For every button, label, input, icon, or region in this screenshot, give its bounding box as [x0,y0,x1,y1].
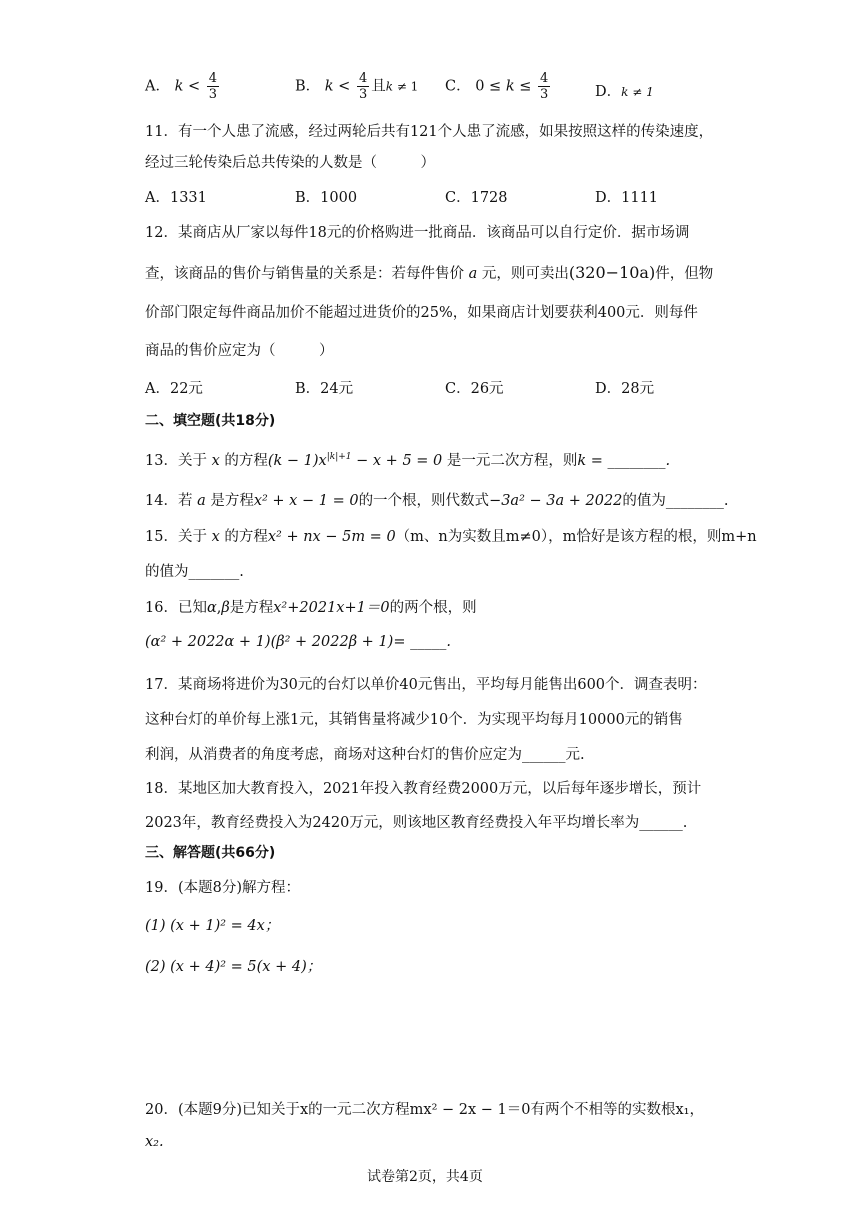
q18-line1: 18．某地区加大教育投入，2021年投入教育经费2000万元，以后每年逐步增长，预计 [145,781,702,797]
section-answer-heading: 三、解答题(共66分) [145,845,276,861]
q12-line2: 查，该商品的售价与销售量的关系是：若每件售价 a 元，则可卖出(320−10a)件，但物 [145,263,714,282]
q10-option-a: A． k < $\frac{4}{3}$ [145,71,218,102]
q12-line3: 价部门限定每件商品加价不能超过进货价的25%，如果商店计划要获利400元．则每件 [145,305,698,321]
q18-line2: 2023年，教育经费投入为2420万元，则该地区教育经费投入年平均增长率为______. [145,815,688,831]
q14: 14．若 a 是方程x² + x − 1 = 0的一个根，则代数式−3a² − 3a + 2022的值为________. [145,493,729,509]
q10-option-c: C． 0 ≤ k ≤ $\frac{4}{3}$ [445,71,549,102]
q11-option-d: D．1111 [595,190,659,206]
q19-part2: (2) (x + 4)² = 5(x + 4)； [145,959,322,975]
page-footer: 试卷第2页，共4页 [367,1169,483,1185]
q15-line2: 的值为_______. [145,564,244,580]
q11-line1: 11．有一个人患了流感，经过两轮后共有121个人患了流感，如果按照这样的传染速度， [145,124,714,140]
q10-option-b: B． k < $\frac{4}{3}$ 且k ≠ 1 [295,71,419,102]
q20-line1: 20．(本题9分)已知关于x的一元二次方程mx² − 2x − 1＝0有两个不相等的实数根x₁， [145,1102,704,1118]
q17-line2: 这种台灯的单价每上涨1元，其销售量将减少10个．为实现平均每月10000元的销售 [145,712,683,728]
q12-line4: 商品的售价应定为（ ） [145,343,334,359]
q20-line2: x₂. [145,1134,164,1150]
q11-option-c: C．1728 [445,190,508,206]
q19-heading: 19．(本题8分)解方程： [145,880,300,896]
q11-option-b: B．1000 [295,190,358,206]
q12-option-a: A．22元 [145,381,203,397]
q12-option-d: D．28元 [595,381,655,397]
q17-line3: 利润，从消费者的角度考虑，商场对这种台灯的售价应定为______元. [145,747,585,763]
q11-option-a: A．1331 [145,190,207,206]
q12-line1: 12．某商店从厂家以每件18元的价格购进一批商品．该商品可以自行定价．据市场调 [145,225,690,241]
q19-part1: (1) (x + 1)² = 4x； [145,918,280,934]
q17-line1: 17．某商场将进价为30元的台灯以单价40元售出，平均每月能售出600个．调查表明： [145,677,707,693]
q16-line2: (α² + 2022α + 1)(β² + 2022β + 1)= _____. [145,634,451,650]
q15-line1: 15．关于 x 的方程x² + nx − 5m = 0（m、n为实数且m≠0），m恰好是该方程的根，则m+n [145,529,757,545]
q11-line2: 经过三轮传染后总共传染的人数是（ ） [145,155,435,171]
section-fill-in-heading: 二、填空题(共18分) [145,413,276,429]
q12-option-b: B．24元 [295,381,354,397]
q16-line1: 16．已知α,β是方程x²+2021x+1＝0的两个根，则 [145,600,477,616]
q10-option-d: D．k ≠ 1 [595,84,654,100]
q12-option-c: C．26元 [445,381,504,397]
q13: 13．关于 x 的方程$(k - 1)x^{|k|+1} - x + 5 = 0$ 是一元二次方程，则k = ________. [145,452,671,469]
